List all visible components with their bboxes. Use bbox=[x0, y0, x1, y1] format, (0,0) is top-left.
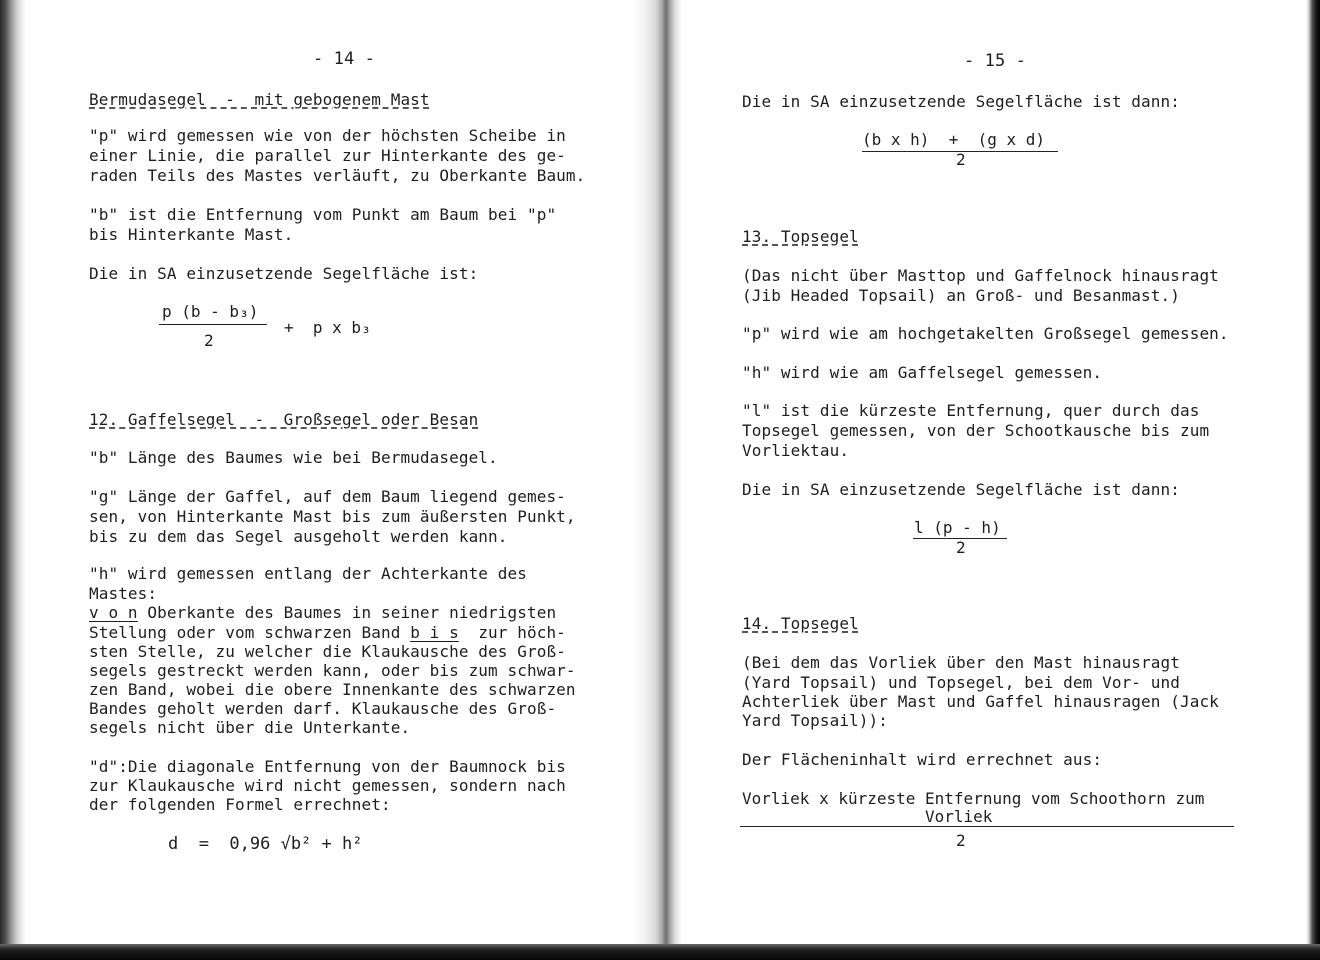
paragraph-d-definition-line: "d":Die diagonale Entfernung von der Baumnock bis bbox=[89, 757, 566, 776]
formula-numerator: l (p - h) bbox=[914, 518, 1001, 537]
paragraph-g-definition-line: "g" Länge der Gaffel, auf dem Baum liegend gemes- bbox=[89, 487, 566, 506]
formula-diagonal-d: d = 0,96 √b² + h² bbox=[168, 834, 363, 854]
formula-denominator: 2 bbox=[204, 331, 214, 350]
paragraph-l-definition-line: Topsegel gemessen, von der Schootkausche bis zum bbox=[742, 421, 1210, 440]
paragraph-h-line: "h" wird wie am Gaffelsegel gemessen. bbox=[742, 363, 1103, 382]
heading-14-topsegel: 14. Topsegel bbox=[742, 614, 859, 633]
sa-intro-text: Die in SA einzusetzende Segelfläche ist: bbox=[89, 264, 479, 283]
area-intro-text: Der Flächeninhalt wird errechnet aus: bbox=[742, 750, 1103, 769]
paragraph-topsegel14-line: Yard Topsail)): bbox=[742, 711, 888, 730]
paragraph-g-definition-line: sen, von Hinterkante Mast bis zum äußersten Punkt, bbox=[89, 507, 576, 526]
paragraph-h-definition-line: segels nicht über die Unterkante. bbox=[89, 718, 411, 737]
book-edge-right bbox=[1306, 0, 1320, 960]
paragraph-topsegel14-line: (Yard Topsail) und Topsegel, bei dem Vor- und bbox=[742, 673, 1180, 692]
paragraph-h-definition-line: "h" wird gemessen entlang der Achterkante des bbox=[89, 564, 527, 583]
formula-denominator: 2 bbox=[956, 831, 966, 850]
heading-gaffelsegel: 12. Gaffelsegel - Großsegel oder Besan bbox=[89, 410, 479, 429]
formula-denominator: 2 bbox=[956, 150, 966, 169]
paragraph-p-line: "p" wird wie am hochgetakelten Großsegel gemessen. bbox=[742, 324, 1229, 343]
formula-denominator: 2 bbox=[956, 538, 966, 557]
paragraph-topsegel-line: (Jib Headed Topsail) an Groß- und Besanmast.) bbox=[742, 286, 1180, 305]
paragraph-b-definition-line: "b" ist die Entfernung vom Punkt am Baum bei "p" bbox=[89, 205, 557, 224]
paragraph-p-definition-line: einer Linie, die parallel zur Hinterkante des ge- bbox=[89, 146, 566, 165]
heading-13-topsegel: 13. Topsegel bbox=[742, 227, 859, 246]
paragraph-h-definition-line: sten Stelle, zu welcher die Klaukausche des Groß- bbox=[89, 642, 566, 661]
formula-numerator-line: Vorliek bbox=[925, 807, 993, 826]
paragraph-l-definition-line: "l" ist die kürzeste Entfernung, quer durch das bbox=[742, 401, 1200, 420]
book-edge-left bbox=[0, 0, 26, 960]
paragraph-d-definition-line: der folgenden Formel errechnet: bbox=[89, 795, 391, 814]
text-segment: Stellung oder vom schwarzen Band bbox=[89, 623, 411, 642]
paragraph-h-definition-line: segels gestreckt werden kann, oder bis zum schwar- bbox=[89, 661, 576, 680]
paragraph-p-definition-line: "p" wird gemessen wie von der höchsten Scheibe in bbox=[89, 126, 566, 145]
formula-numerator: (b x h) + (g x d) bbox=[862, 130, 1046, 149]
fraction-bar bbox=[740, 826, 1234, 827]
paragraph-d-definition-line: zur Klaukausche wird nicht gemessen, sondern nach bbox=[89, 776, 566, 795]
text-segment: Oberkante des Baumes in seiner niedrigsten bbox=[137, 603, 557, 622]
emphasis-bis: b i s bbox=[410, 623, 459, 642]
page-number: - 15 - bbox=[964, 51, 1027, 71]
paragraph-b-gaffel: "b" Länge des Baumes wie bei Bermudasegel. bbox=[89, 448, 498, 467]
sa-intro-text: Die in SA einzusetzende Segelfläche ist dann: bbox=[742, 92, 1180, 111]
heading-bermudasegel: Bermudasegel - mit gebogenem Mast bbox=[89, 90, 430, 109]
sa-intro-text: Die in SA einzusetzende Segelfläche ist dann: bbox=[742, 480, 1180, 499]
page-number: - 14 - bbox=[313, 49, 376, 69]
paragraph-h-definition-line: Bandes geholt werden darf. Klaukausche des Groß- bbox=[89, 699, 557, 718]
formula-numerator: p (b - b₃) bbox=[162, 302, 259, 321]
paragraph-g-definition-line: bis zu dem das Segel ausgeholt werden kann. bbox=[89, 527, 508, 546]
book-gutter bbox=[632, 0, 682, 960]
paragraph-p-definition-line: raden Teils des Mastes verläuft, zu Oberkante Baum. bbox=[89, 166, 586, 185]
paragraph-h-definition-line: Mastes: bbox=[89, 584, 158, 603]
text-segment: zur höch- bbox=[458, 623, 566, 642]
formula-numerator-line: Vorliek x kürzeste Entfernung vom Schoothorn zum bbox=[742, 789, 1205, 808]
emphasis-von: v o n bbox=[89, 603, 138, 622]
paragraph-topsegel14-line: (Bei dem das Vorliek über den Mast hinausragt bbox=[742, 653, 1180, 672]
paragraph-topsegel14-line: Achterliek über Mast und Gaffel hinausragen (Jack bbox=[742, 692, 1219, 711]
paragraph-topsegel-line: (Das nicht über Masttop und Gaffelnock hinausragt bbox=[742, 266, 1219, 285]
paragraph-h-definition-line: zen Band, wobei die obere Innenkante des schwarzen bbox=[89, 680, 576, 699]
fraction-bar bbox=[159, 324, 267, 325]
formula-tail: + p x b₃ bbox=[284, 318, 371, 337]
paragraph-h-definition-line bbox=[89, 623, 566, 643]
scan-bottom-edge bbox=[0, 944, 1320, 960]
paragraph-l-definition-line: Vorliektau. bbox=[742, 441, 850, 460]
page-15 bbox=[682, 0, 1306, 944]
paragraph-h-definition-line bbox=[89, 603, 556, 623]
paragraph-b-definition-line: bis Hinterkante Mast. bbox=[89, 225, 294, 244]
page-14 bbox=[26, 0, 632, 944]
